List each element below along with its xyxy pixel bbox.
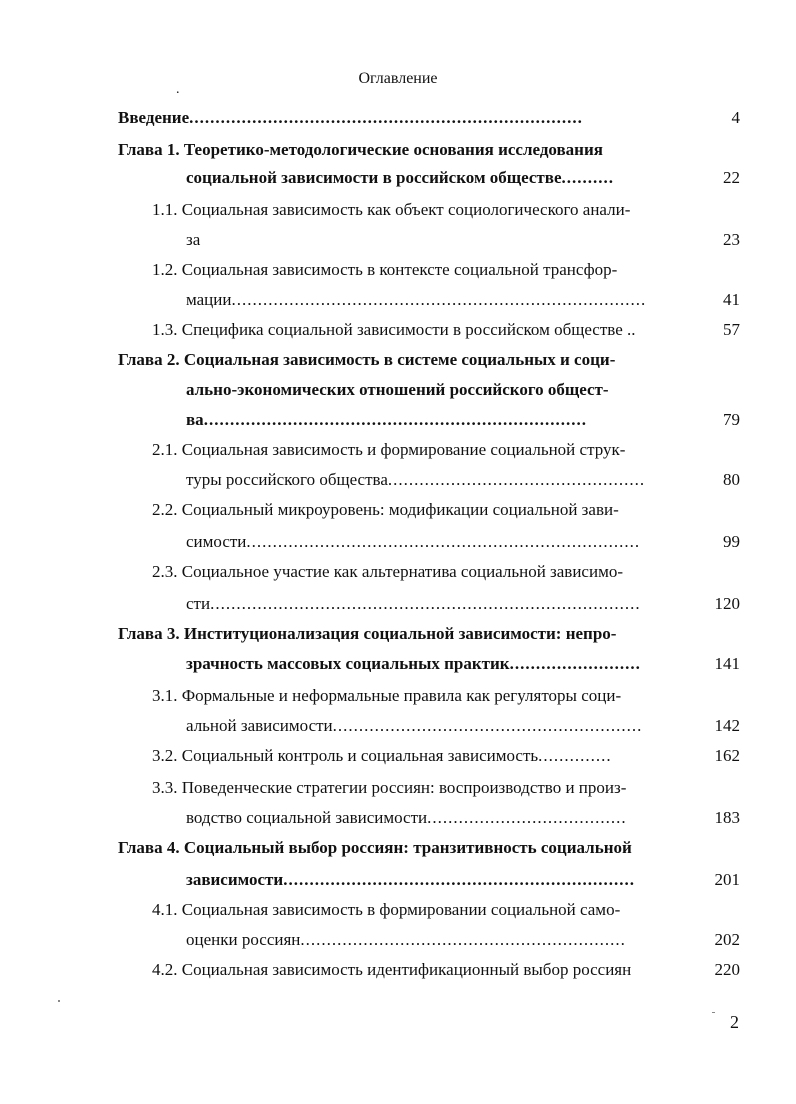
leader-dots: ........................................................... — [332, 716, 643, 735]
toc-page-ref: 57 — [723, 320, 740, 339]
page-number: 2 — [730, 1012, 739, 1032]
toc-entry-label: водство социальной зависимости — [186, 808, 428, 827]
leader-dots: ......................................................................... — [203, 410, 587, 429]
toc-entry-section-4-2[interactable]: 4.2. Социальная зависимость идентификационный выбор россиян — [152, 960, 632, 979]
toc-entry-label: 3.2. Социальный контроль и социальная зависимость — [152, 746, 539, 765]
toc-entry-section-3-3[interactable]: 3.3. Поведенческие стратегии россиян: воспроизводство и произ- — [152, 778, 627, 797]
toc-page-ref: 79 — [723, 410, 740, 429]
toc-entry-label: мации — [186, 290, 232, 309]
toc-page-ref: 142 — [714, 716, 740, 735]
toc-entry-section-2-2-cont[interactable] — [186, 530, 684, 554]
toc-page-ref: 23 — [723, 230, 740, 249]
toc-page-ref: 99 — [723, 532, 740, 551]
toc-entry-label: симости — [186, 532, 247, 551]
toc-entry-label: зависимости — [186, 870, 284, 889]
toc-page-ref: 22 — [723, 168, 740, 187]
leader-dots: ............................................................................... — [231, 290, 647, 309]
toc-entry-section-4-1[interactable]: 4.1. Социальная зависимость в формировании социальной само- — [152, 900, 621, 919]
toc-entry-section-3-1-cont[interactable] — [186, 714, 684, 738]
toc-entry-section-1-2[interactable]: 1.2. Социальная зависимость в контексте социальной трансфор- — [152, 260, 618, 279]
toc-entry-section-2-1-cont[interactable] — [186, 468, 684, 492]
toc-entry-section-3-1[interactable]: 3.1. Формальные и неформальные правила как регуляторы соци- — [152, 686, 622, 705]
toc-entry-label: социальной зависимости в российском обществе — [186, 168, 562, 187]
toc-entry-section-1-1[interactable]: 1.1. Социальная зависимость как объект социологического анали- — [152, 200, 631, 219]
leader-dots: .............................................................. — [300, 930, 626, 949]
toc-page-ref: 220 — [714, 960, 740, 979]
toc-entry-section-1-1-cont[interactable]: за — [186, 230, 201, 249]
leader-dots: ...................................... — [427, 808, 627, 827]
toc-entry-section-4-1-cont[interactable] — [186, 928, 684, 952]
toc-entry-section-1-3[interactable]: 1.3. Специфика социальной зависимости в российском обществе .. — [152, 320, 636, 339]
scan-speck — [712, 1012, 715, 1013]
toc-entry-label: сти — [186, 594, 211, 613]
toc-page-ref: 141 — [714, 654, 740, 673]
toc-entry-chapter-2-cont[interactable]: ально-экономических отношений российского общест- — [186, 380, 609, 399]
toc-page-ref: 162 — [714, 746, 740, 765]
toc-entry-label: альной зависимости — [186, 716, 333, 735]
toc-entry-section-2-3[interactable]: 2.3. Социальное участие как альтернатива социальной зависимо- — [152, 562, 623, 581]
toc-page-ref: 41 — [723, 290, 740, 309]
toc-entry-label: Введение — [118, 108, 190, 127]
toc-entry-section-3-3-cont[interactable] — [186, 806, 684, 830]
toc-entry-chapter-4-cont[interactable] — [186, 868, 686, 892]
leader-dots: .................................................................................. — [210, 594, 641, 613]
toc-page-ref: 4 — [731, 108, 740, 127]
toc-entry-section-2-1[interactable]: 2.1. Социальная зависимость и формирование социальной струк- — [152, 440, 626, 459]
toc-entry-label: зрачность массовых социальных практик — [186, 654, 510, 673]
stray-dot: . — [176, 82, 180, 97]
leader-dots: ................................................. — [387, 470, 646, 489]
leader-dots: ................................................................... — [283, 870, 635, 889]
toc-entry-introduction[interactable] — [118, 106, 684, 130]
toc-entry-section-2-2[interactable]: 2.2. Социальный микроуровень: модификации социальной зави- — [152, 500, 619, 519]
leader-dots: ......................... — [509, 654, 641, 673]
leader-dots: .............. — [538, 746, 612, 765]
leader-dots: ........................................................................... — [246, 532, 641, 551]
toc-entry-section-2-3-cont[interactable] — [186, 592, 684, 616]
toc-page-ref: 202 — [714, 930, 740, 949]
leader-dots: .......... — [561, 168, 615, 187]
toc-entry-label: туры российского общества — [186, 470, 388, 489]
toc-page-ref: 80 — [723, 470, 740, 489]
toc-entry-chapter-2-cont2[interactable] — [186, 408, 626, 432]
toc-page-ref: 120 — [714, 594, 740, 613]
toc-entry-section-1-2-cont[interactable] — [186, 288, 684, 312]
toc-entry-chapter-2[interactable]: Глава 2. Социальная зависимость в системе социальных и соци- — [118, 350, 616, 369]
toc-entry-label: ва — [186, 410, 204, 429]
toc-entry-chapter-3[interactable]: Глава 3. Институционализация социальной зависимости: непро- — [118, 624, 617, 643]
leader-dots: ........................................................................... — [189, 108, 583, 127]
page-title: Оглавление — [358, 70, 438, 87]
toc-entry-chapter-1[interactable]: Глава 1. Теоретико-методологические основания исследования — [118, 140, 603, 159]
toc-page-ref: 183 — [714, 808, 740, 827]
toc-entry-chapter-4[interactable]: Глава 4. Социальный выбор россиян: транзитивность социальной — [118, 838, 632, 857]
toc-entry-chapter-1-cont[interactable] — [186, 166, 686, 190]
toc-entry-label: оценки россиян — [186, 930, 301, 949]
toc-page-ref: 201 — [714, 870, 740, 889]
scan-speck — [58, 1000, 60, 1002]
toc-entry-chapter-3-cont[interactable] — [186, 652, 686, 676]
toc-entry-section-3-2[interactable] — [152, 744, 672, 768]
